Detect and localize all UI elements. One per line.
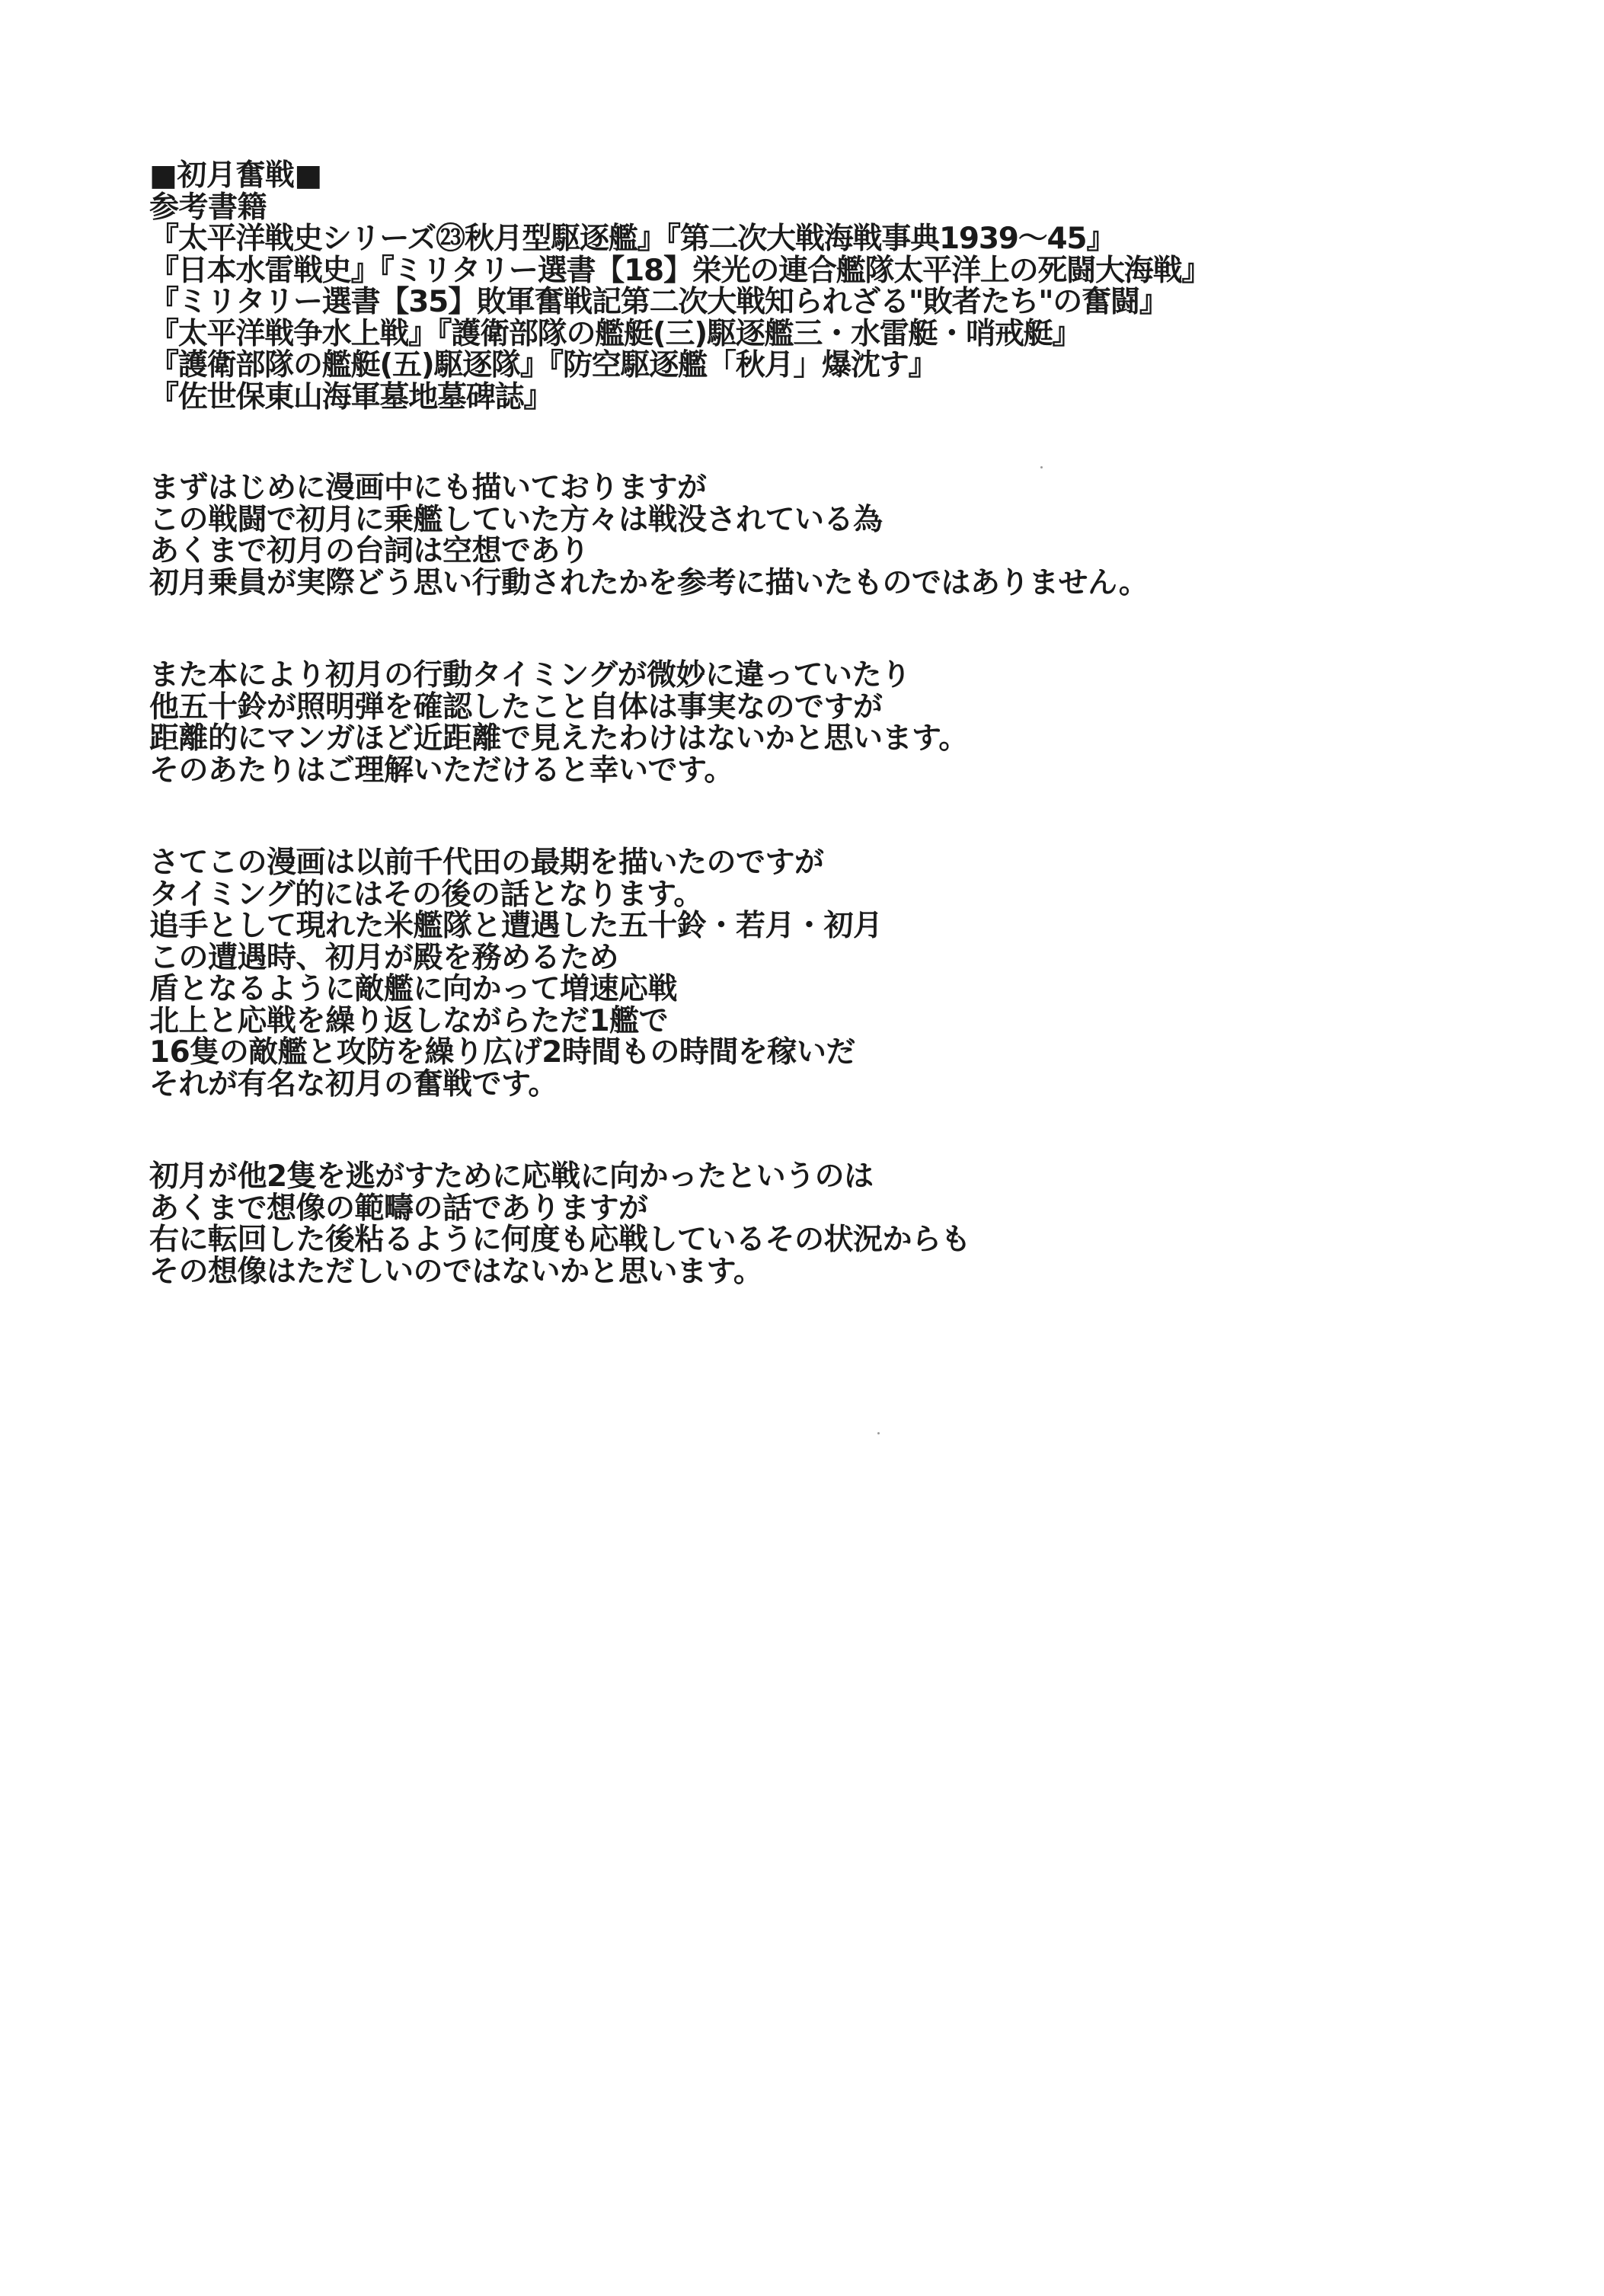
paragraph-line: 初月が他2隻を逃がすために応戦に向かったというのは: [149, 1159, 874, 1194]
paragraph-line: この戦闘で初月に乗艦していた方々は戦没されている為: [149, 502, 883, 537]
paragraph-line: その想像はただしいのではないかと思います。: [149, 1254, 763, 1289]
paragraph-line: 距離的にマンガほど近距離で見えたわけはないかと思います。: [149, 721, 968, 756]
paragraph-line: この遭遇時、初月が殿を務めるため: [149, 940, 619, 975]
paragraph-line: あくまで想像の範疇の話でありますが: [149, 1191, 648, 1226]
paragraph-line: まずはじめに漫画中にも描いておりますが: [149, 471, 707, 505]
paragraph-line: 他五十鈴が照明弾を確認したこと自体は事実なのですが: [149, 689, 883, 724]
reference-line: 『ミリタリー選書【35】敗軍奮戦記第二次大戦知られざる"敗者たち"の奮闘』: [149, 285, 1168, 319]
scan-speck: [877, 1432, 880, 1434]
afterword-text: [149, 160, 1459, 1287]
paragraph-line: 16隻の敵艦と攻防を繰り広げ2時間もの時間を稼いだ: [149, 1035, 855, 1070]
reference-line: 『太平洋戦争水上戦』『護衛部隊の艦艇(三)駆逐艦三・水雷艇・哨戒艇』: [149, 316, 1082, 351]
paragraph-line: さてこの漫画は以前千代田の最期を描いたのですが: [149, 846, 824, 880]
paragraph-line: 初月乗員が実際どう思い行動されたかを参考に描いたものではありません。: [149, 565, 1149, 600]
paragraph-line: 北上と応戦を繰り返しながらただ1艦で: [149, 1003, 669, 1038]
reference-line: 『佐世保東山海軍墓地墓碑誌』: [149, 379, 553, 414]
paragraph-1: [149, 472, 1459, 599]
paragraph-line: それが有名な初月の奮戦です。: [149, 1066, 558, 1102]
references-heading: 参考書籍: [149, 190, 267, 225]
paragraph-line: そのあたりはご理解いただけると幸いです。: [149, 753, 733, 788]
paragraph-3: [149, 847, 1459, 1100]
paragraph-2: [149, 660, 1459, 786]
paragraph-line: あくまで初月の台詞は空想であり: [149, 534, 590, 568]
reference-line: 『日本水雷戦史』『ミリタリー選書【18】栄光の連合艦隊太平洋上の死闘大海戦』: [149, 253, 1211, 288]
scan-speck: [1040, 466, 1043, 468]
paragraph-line: 盾となるように敵艦に向かって増速応戦: [149, 972, 678, 1006]
paragraph-line: 追手として現れた米艦隊と遭遇した五十鈴・若月・初月: [149, 909, 883, 943]
paragraph-4: [149, 1161, 1459, 1287]
references-list: [149, 223, 1459, 413]
paragraph-line: また本により初月の行動タイミングが微妙に違っていたり: [149, 658, 911, 692]
paragraph-line: タイミング的にはその後の話となります。: [149, 877, 703, 912]
section-title: ■初月奮戦■: [149, 158, 322, 193]
paragraph-line: 右に転回した後粘るように何度も応戦しているその状況からも: [149, 1223, 971, 1257]
reference-line: 『太平洋戦史シリーズ㉓秋月型駆逐艦』『第二次大戦海戦事典1939～45』: [149, 222, 1116, 256]
reference-line: 『護衛部隊の艦艇(五)駆逐隊』『防空駆逐艦「秋月」爆沈す』: [149, 348, 938, 382]
